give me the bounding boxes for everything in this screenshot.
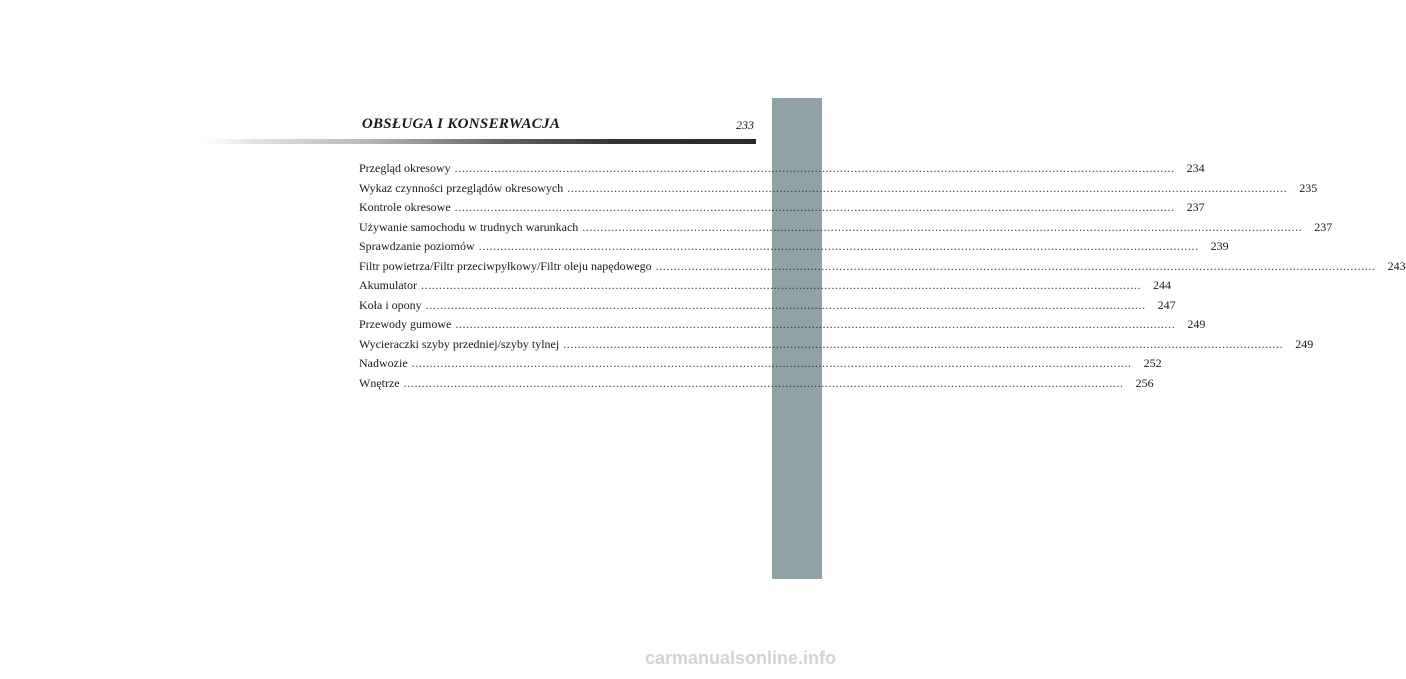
toc-entry[interactable] — [359, 374, 1154, 394]
toc-leader-dots: ........................................................................................................................................................................................................ — [582, 219, 1303, 234]
toc-entry[interactable] — [359, 198, 1205, 218]
toc-leader-dots: ........................................................................................................................................................................................................ — [411, 356, 1132, 370]
toc-leader-dots: ........................................................................................................................................................................................................ — [454, 200, 1175, 214]
toc-entry-page: 249 — [1187, 317, 1206, 331]
toc-entry-title: Używanie samochodu w trudnych warunkach — [359, 219, 579, 234]
toc-entry-title: Kontrole okresowe — [359, 200, 451, 214]
toc-leader-dots: ........................................................................................................................................................................................................ — [563, 336, 1284, 351]
watermark: carmanualsonline.info — [645, 648, 837, 668]
toc-leader-dots: ........................................................................................................................................................................................................ — [421, 278, 1141, 292]
toc-leader-dots: ........................................................................................................................................................................................................ — [455, 317, 1176, 331]
toc-leader-dots: ........................................................................................................................................................................................................ — [567, 180, 1288, 195]
toc-entry[interactable] — [359, 276, 1171, 296]
toc-entry-title: Przewody gumowe — [359, 317, 452, 331]
toc-entry-page: 234 — [1186, 161, 1205, 175]
toc-entry[interactable] — [359, 354, 1162, 374]
toc-leader-dots: ........................................................................................................................................................................................................ — [403, 375, 1124, 390]
toc-entry[interactable] — [359, 179, 1318, 199]
toc-entry-title: Koła i opony — [359, 297, 422, 312]
toc-entry-title: Sprawdzanie poziomów — [359, 239, 475, 253]
toc-entry-page: 252 — [1143, 356, 1162, 370]
toc-entry[interactable] — [359, 335, 1314, 355]
toc-entry-title: Przegląd okresowy — [359, 161, 451, 175]
toc-entry-title: Filtr powietrza/Filtr przeciwpyłkowy/Filtr oleju napędowego — [359, 258, 652, 273]
page-number: 233 — [736, 118, 754, 132]
toc-entry-title: Nadwozie — [359, 356, 408, 370]
toc-entry-title: Wykaz czynności przeglądów okresowych — [359, 180, 564, 195]
chapter-title: OBSŁUGA I KONSERWACJA — [361, 116, 561, 132]
toc-entry-title: Wnętrze — [359, 375, 400, 390]
toc-leader-dots: ........................................................................................................................................................................................................ — [478, 239, 1199, 253]
toc-entry-page: 247 — [1157, 297, 1176, 312]
toc-entry-page: 243 — [1387, 258, 1406, 273]
toc-entry-page: 237 — [1186, 200, 1205, 214]
toc-entry-page: 239 — [1210, 239, 1229, 253]
toc-entry-title: Wycieraczki szyby przedniej/szyby tylnej — [359, 336, 560, 351]
header-rule — [200, 139, 756, 144]
toc-entry-page: 256 — [1135, 375, 1154, 390]
toc-entry[interactable] — [359, 257, 1406, 277]
toc-entry[interactable] — [359, 296, 1176, 316]
toc-entry-page: 244 — [1153, 278, 1171, 292]
toc-entry[interactable] — [359, 315, 1206, 335]
toc-leader-dots: ........................................................................................................................................................................................................ — [425, 297, 1146, 312]
toc-entry[interactable] — [359, 237, 1229, 257]
toc-entry[interactable] — [359, 159, 1205, 179]
toc-leader-dots: ........................................................................................................................................................................................................ — [454, 161, 1175, 175]
toc-leader-dots: ........................................................................................................................................................................................................ — [655, 258, 1376, 273]
toc-entry-page: 237 — [1314, 219, 1333, 234]
table-of-contents — [359, 159, 1406, 393]
toc-entry-page: 235 — [1299, 180, 1318, 195]
toc-entry[interactable] — [359, 218, 1333, 238]
toc-entry-title: Akumulator — [359, 278, 417, 292]
toc-entry-page: 249 — [1295, 336, 1314, 351]
